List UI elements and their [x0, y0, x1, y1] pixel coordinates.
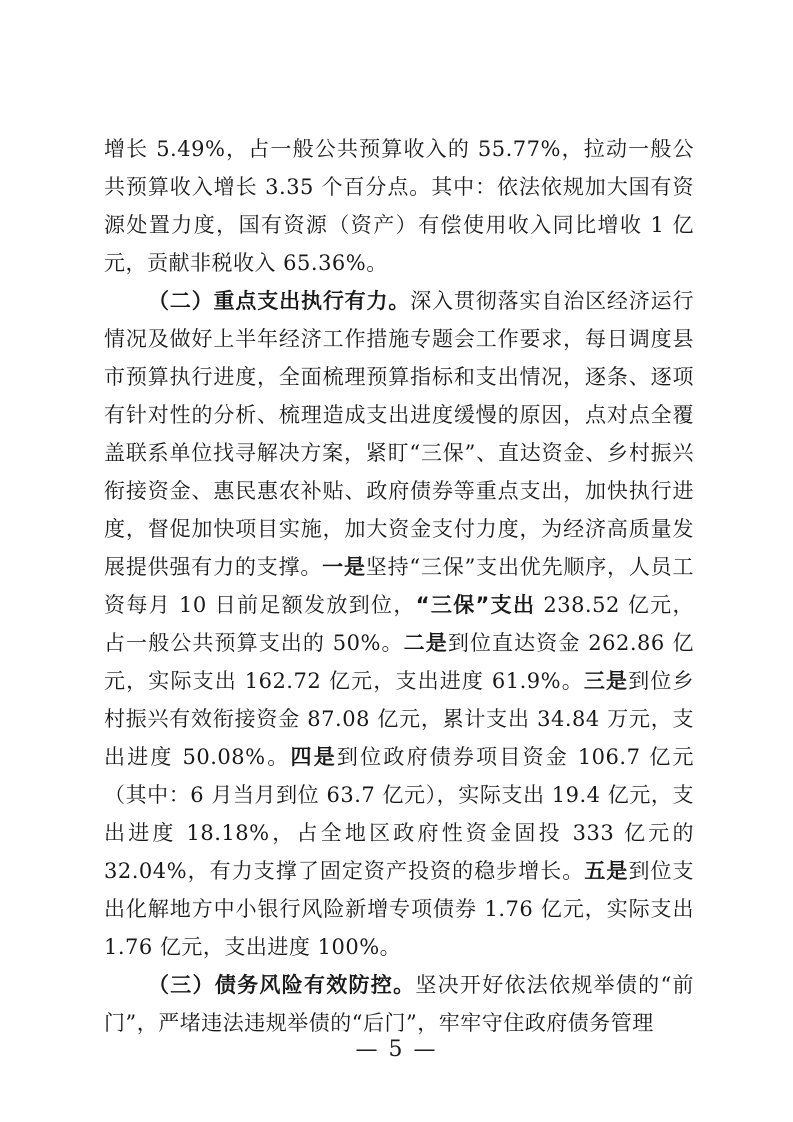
section-heading-key-expenditure: （二）重点支出执行有力。	[148, 289, 411, 313]
item3-text: 到位乡村振兴有效衔接资金 87.08 亿元，累计支出 34.84 万元，支出进度 50.08%。	[104, 669, 695, 769]
item2-text: 到位直达资金 262.86 亿元，实际支出 162.72 亿元，支出进度 61.9%。	[104, 631, 694, 693]
paragraph3-text: 坚决开好依法依规举债的“前门”，严堵违法违规举债的“后门”，牢牢守住政府债务管理	[104, 973, 694, 1035]
paragraph1-text: 增长 5.49%，占一般公共预算收入的 55.77%，拉动一般公共预算收入增长 3.35 个百分点。其中：依法依规加大国有资源处置力度，国有资源（资产）有偿使用收入同比增收 1 亿元，贡献非税收入 65.36%。	[104, 137, 694, 275]
item1-bold: “三保”支出	[415, 593, 536, 617]
paragraph-key-expenditure	[104, 282, 694, 966]
paragraph2-intro: 深入贯彻落实自治区经济运行情况及做好上半年经济工作措施专题会工作要求，每日调度县市预算执行进度，全面梳理预算指标和支出情况，逐条、逐项有针对性的分析、梳理造成支出进度缓慢的原因，点对点全覆盖联系单位找寻解决方案，紧盯“三保”、直达资金、乡村振兴衔接资金、惠民惠农补贴、政府债券等重点支出，加快执行进度，督促加快项目实施，加大资金支付力度，为经济高质量发展提供强有力的支撑。	[104, 289, 694, 579]
paragraph-debt-risk	[104, 966, 694, 1042]
body-text	[104, 130, 694, 1042]
section-heading-debt-risk: （三）债务风险有效防控。	[148, 973, 416, 997]
item5-text: 到位支出化解地方中小银行风险新增专项债券 1.76 亿元，实际支出 1.76 亿元，支出进度 100%。	[104, 859, 695, 959]
item2-label: 二是	[403, 631, 448, 655]
page-number: — 5 —	[355, 1037, 438, 1062]
item3-label: 三是	[583, 669, 629, 693]
paragraph-revenue-continued	[104, 130, 694, 282]
item1-text-b: 238.52 亿元，占一般公共预算支出的 50%。	[104, 593, 695, 655]
item4-label: 四是	[290, 745, 337, 769]
item5-label: 五是	[584, 859, 629, 883]
item4-text: 到位政府债券项目资金 106.7 亿元（其中：6 月当月到位 63.7 亿元），实际支出 19.4 亿元，支出进度 18.18%，占全地区政府性资金固投 333 亿元的 32.04%，有力支撑了固定资产投资的稳步增长。	[104, 745, 695, 883]
item1-text-a: 坚持“三保”支出优先顺序，人员工资每月 10 日前足额发放到位，	[104, 555, 694, 617]
item1-label: 一是	[322, 555, 366, 579]
